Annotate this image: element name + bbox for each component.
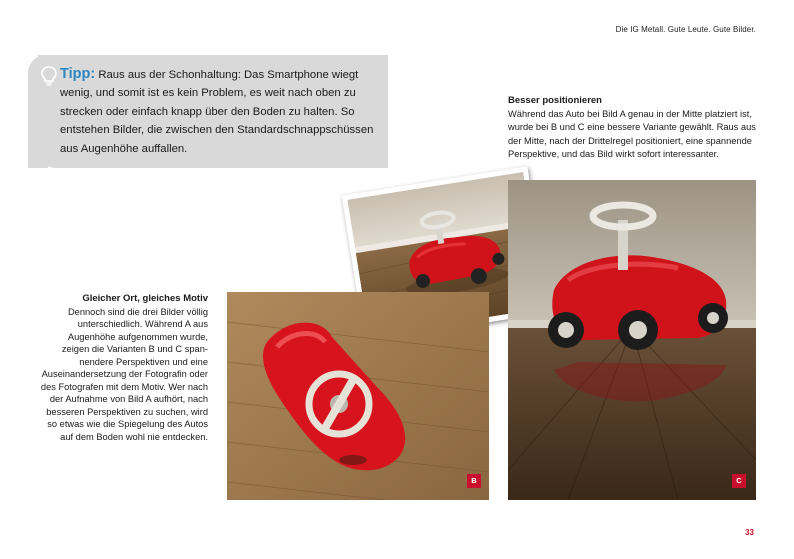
section-right-body: Während das Auto bei Bild A genau in der Mitte platziert ist, wurde bei B und C eine bessere Variante gewählt. Raus aus der Mitte, nach der Drittelregel positioniert, eine spannende Perspektive, und das Bild wirkt sofort interessanter. [508, 109, 756, 159]
section-left [40, 293, 208, 443]
header-tagline: Die IG Metall. Gute Leute. Gute Bilder. [615, 25, 756, 34]
tip-body: Raus aus der Schonhaltung: Das Smartphone wiegt wenig, und somit ist es kein Problem, es weit nach oben zu strecken oder einfach knapp über den Boden zu halten. So entstehen Bilder, die zwischen den Standardschnappschüssen aus Augenhöhe auffallen. [60, 69, 374, 155]
lightbulb-icon [40, 65, 58, 87]
page-number: 33 [745, 528, 754, 537]
tip-label: Tipp: [60, 66, 96, 82]
tip-text [60, 65, 385, 158]
section-left-body: Dennoch sind die drei Bilder völlig unterschiedlich. Während A aus Augenhöhe aufgenommen wurde, zeigen die Varianten B und C spannendere Perspektiven und eine Auseinandersetzung der Fotografin oder des Fotografen mit dem Motiv. Wer nach der Aufnahme von Bild A aufhört, nach besseren Perspektiven zu suchen, wird so etwas wie die Spiegelung des Autos auf dem Boden wohl nie entdecken. [40, 306, 208, 442]
section-right-title: Besser positionieren [508, 95, 602, 106]
photo-b [227, 292, 489, 500]
photo-b-badge: B [467, 474, 481, 488]
photo-c [508, 180, 756, 500]
tip-box [38, 55, 388, 168]
section-left-title: Gleicher Ort, gleiches Motiv [82, 293, 208, 304]
photo-c-badge: C [732, 474, 746, 488]
